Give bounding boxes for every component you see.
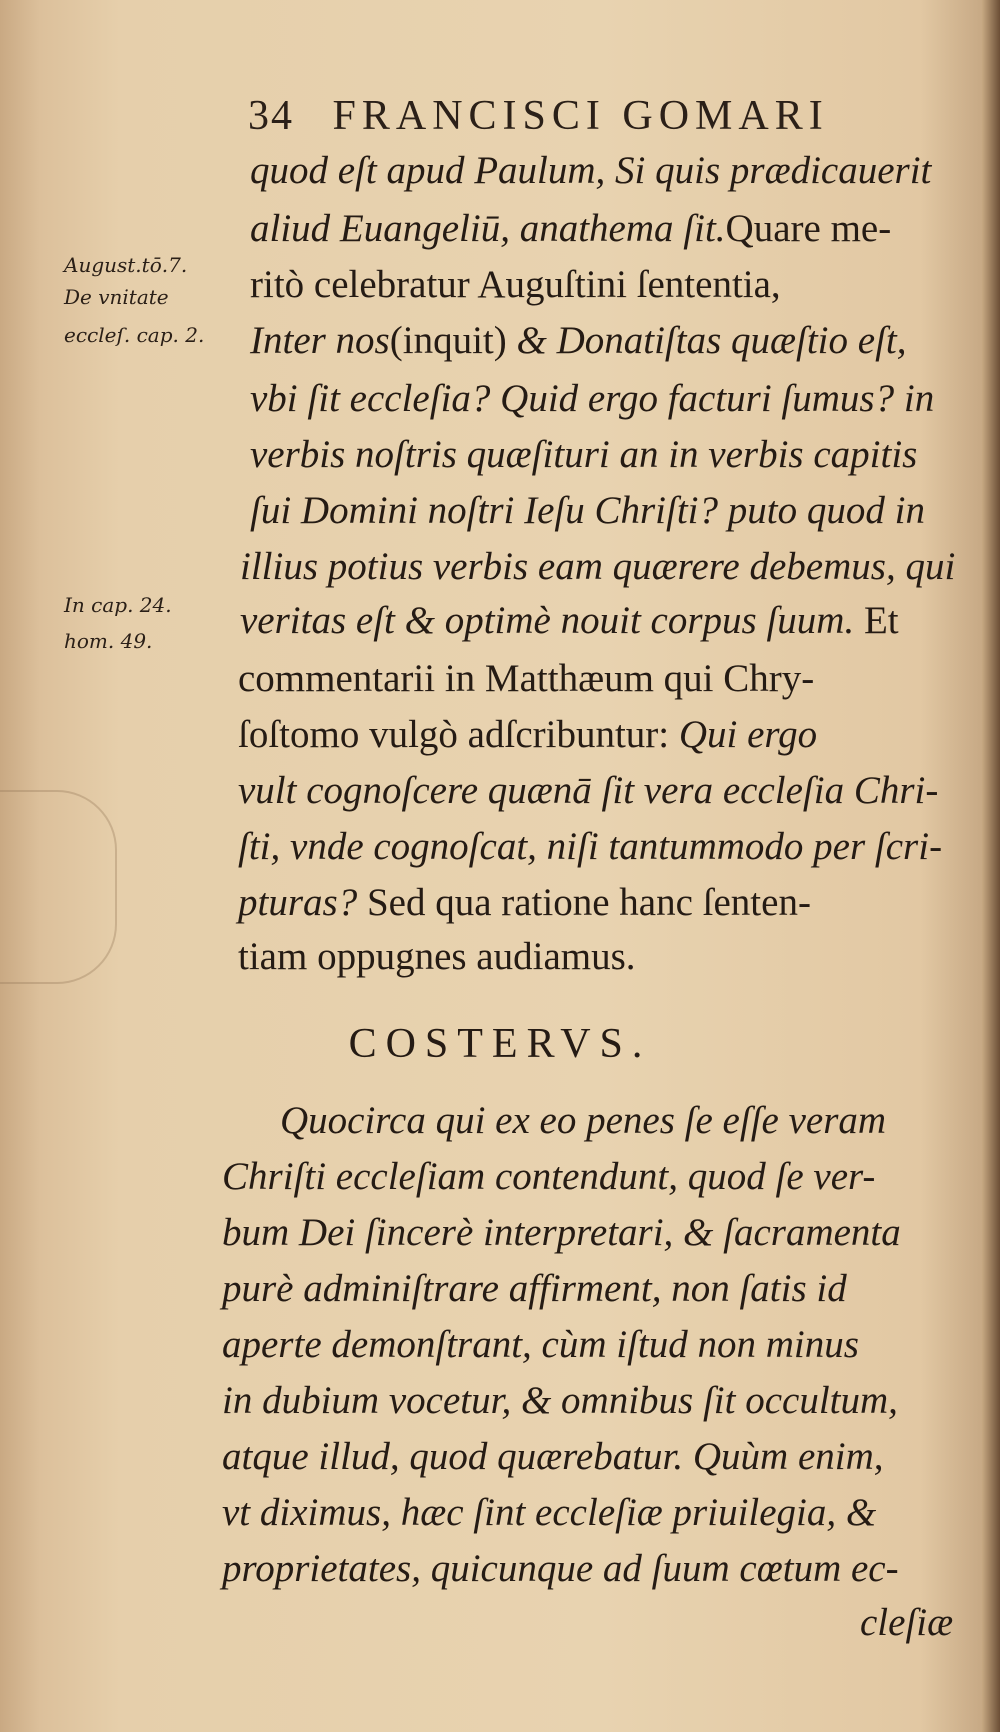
text-line: illius potius verbis eam quærere debemus, qui	[240, 545, 956, 588]
text-line: vult cognoſcere quænā ſit vera eccleſia Chri-	[238, 769, 939, 812]
text-line	[238, 880, 811, 925]
text-line: bum Dei ſincerè interpretari, & ſacramenta	[222, 1211, 901, 1254]
text-line: Chriſti eccleſiam contendunt, quod ſe ver-	[222, 1155, 876, 1198]
text-line-roman: ſoſtomo vulgò adſcribuntur:	[238, 713, 670, 756]
text-line-italic: Qui ergo	[678, 713, 818, 756]
text-line: purè adminiſtrare affirment, non ſatis id	[222, 1267, 847, 1310]
text-line: atque illud, quod quærebatur. Quùm enim,	[222, 1435, 884, 1478]
margin-note: eccleſ. cap. 2.	[64, 323, 205, 347]
catchword: cleſiæ	[860, 1601, 954, 1644]
text-line	[250, 206, 891, 251]
text-line-italic: Inter nos	[250, 319, 390, 362]
text-line	[250, 318, 907, 363]
text-line: vt diximus, hæc ſint eccleſiæ priuilegia, &	[222, 1491, 877, 1534]
running-header	[248, 92, 829, 140]
text-line: proprietates, quicunque ad ſuum cœtum ec-	[222, 1547, 899, 1590]
page-number: 34	[248, 93, 294, 139]
text-line-italic: aliud Euangeliū, anathema ſit.	[250, 207, 726, 250]
text-line-roman: Et	[863, 599, 899, 642]
text-line-italic: & Donatiſtas quæſtio eſt,	[516, 319, 907, 362]
text-line: vbi ſit eccleſia? Quid ergo facturi ſumus? in	[250, 377, 935, 420]
text-line-roman: Sed qua ratione hanc ſenten-	[366, 881, 811, 924]
text-line-roman: (inquit)	[389, 319, 507, 362]
section-heading: COSTERVS.	[348, 1021, 652, 1067]
text-line: ritò celebratur Auguſtini ſententia,	[250, 263, 781, 306]
margin-note: hom. 49.	[64, 629, 153, 653]
text-line-roman: Quare me-	[725, 207, 892, 250]
text-line: ſui Domini noſtri Ieſu Chriſti? puto quod in	[250, 489, 925, 532]
text-line: tiam oppugnes audiamus.	[238, 935, 636, 978]
margin-note: In cap. 24.	[64, 593, 172, 617]
text-line: quod eſt apud Paulum, Si quis prædicauerit	[250, 149, 932, 192]
text-line	[240, 598, 899, 643]
text-line: in dubium vocetur, & omnibus ſit occultum,	[222, 1379, 898, 1422]
text-line-italic: veritas eſt & optimè nouit corpus ſuum.	[240, 599, 855, 642]
text-line: Quocirca qui ex eo penes ſe eſſe veram	[280, 1099, 887, 1142]
text-line: aperte demonſtrant, cùm iſtud non minus	[222, 1323, 859, 1366]
text-line: ſti, vnde cognoſcat, niſi tantummodo per ſcri-	[238, 825, 943, 868]
text-line	[238, 712, 817, 757]
margin-note: August.tō.7.	[64, 253, 188, 277]
text-line-italic: pturas?	[238, 881, 358, 924]
text-line: verbis noſtris quæſituri an in verbis capitis	[250, 433, 918, 476]
page-stain	[0, 790, 117, 984]
running-title: FRANCISCI GOMARI	[332, 93, 829, 139]
text-line: commentarii in Matthæum qui Chry-	[238, 657, 815, 700]
margin-note: De vnitate	[64, 285, 169, 309]
